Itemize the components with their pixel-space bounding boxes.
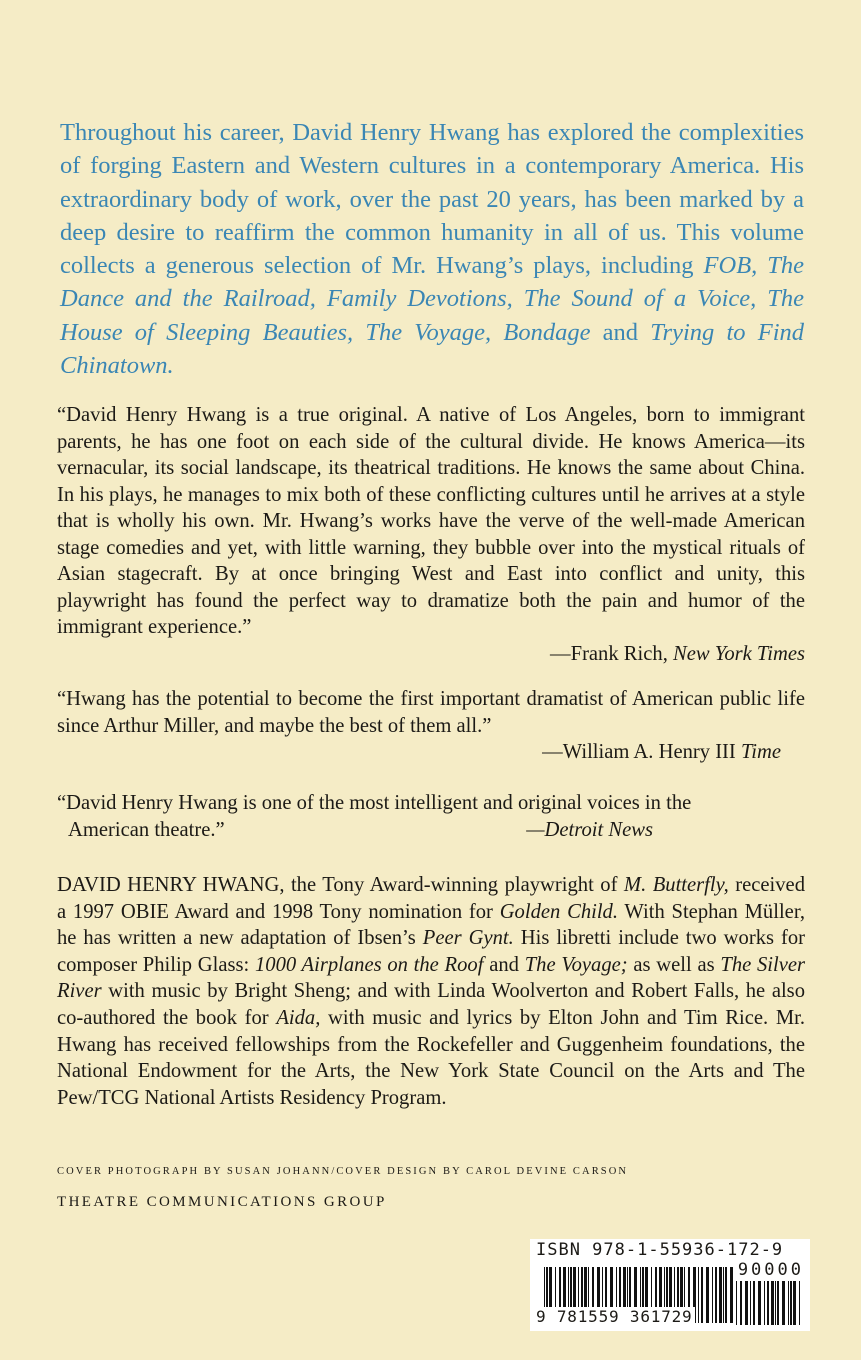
barcode-bar	[712, 1267, 713, 1323]
isbn-label: ISBN 978-1-55936-172-9	[536, 1240, 784, 1260]
quote-text: “Hwang has the potential to become the first important dramatist of American public life since Arthur Miller, and maybe the best of them all.”	[57, 688, 805, 737]
barcode-bar	[745, 1281, 748, 1325]
isbn-barcode	[530, 1239, 810, 1331]
quote-text: “David Henry Hwang is a true original. A native of Los Angeles, born to immigrant parents, he has one foot on each side of the cultural divide. He knows America—its vernacular, its social landscape, its theatrical traditions. He knows the same about China. In his plays, he manages to mix both of these conflicting cultures until he arrives at a style that is wholly his own. Mr. Hwang’s works have the verve of the well-made American stage comedies and yet, with little warning, they bubble over into the mystical rituals of Asian stagecraft. By at once bringing West and East into conflict and unity, this playwright has found the perfect way to dramatize both the pain and humor of the immigrant experience.”	[57, 404, 805, 638]
barcode-bar	[723, 1267, 724, 1323]
barcode-bar	[771, 1281, 774, 1325]
barcode-bar	[799, 1281, 800, 1325]
barcode-bar	[790, 1281, 792, 1325]
barcode-bar	[730, 1267, 733, 1323]
quote-frank-rich	[57, 402, 805, 667]
blurb-and: and	[590, 318, 651, 346]
barcode-bar	[750, 1281, 751, 1325]
barcode-bar	[715, 1267, 717, 1323]
barcode-bar	[793, 1281, 796, 1325]
quote-attribution: —Detroit News	[526, 818, 653, 841]
barcode-bar	[725, 1267, 727, 1323]
blurb-paragraph	[60, 116, 804, 382]
blurb-last-title: Trying to Find Chinatown.	[60, 318, 804, 380]
publisher-name: THEATRE COMMUNICATIONS GROUP	[57, 1194, 387, 1210]
blurb-lead: Throughout his career, David Henry Hwang has explored the complexities of forging Eastern and Western cultures in a contemporary America. His extraordinary body of work, over the past 20 years, has been marked by a deep desire to reaffirm the common humanity in all of us. This volume collects a generous selection of Mr. Hwang’s plays, including	[60, 119, 804, 280]
barcode-bar	[764, 1281, 765, 1325]
author-bio: DAVID HENRY HWANG, the Tony Award-winning playwright of M. Butterfly, received a 1997 OBIE Award and 1998 Tony nomination for Golden Child. With Stephan Müller, he has written a new adaptation of Ibsen’s Peer Gynt. His libretti include two works for composer Philip Glass: 1000 Airplanes on the Roof and The Voyage; as well as The Silver River with music by Bright Sheng; and with Linda Woolverton and Robert Falls, he also co-authored the book for Aida, with music and lyrics by Elton John and Tim Rice. Mr. Hwang has received fellowships from the Rockefeller and Guggenheim foundations, the National Endowment for the Arts, the New York State Council on the Arts and The Pew/TCG National Artists Residency Program.	[57, 874, 806, 1109]
blurb-play-titles: FOB, The Dance and the Railroad, Family Devotions, The Sound of a Voice, The House of Sleeping Beauties, The Voyage, Bondage	[60, 252, 804, 346]
quote-text-line-2: American theatre.” —Detroit News	[57, 817, 805, 844]
barcode-bar	[740, 1281, 742, 1325]
attribution-source: Time	[740, 741, 781, 763]
barcode-addon-bars	[736, 1281, 804, 1325]
barcode-bar	[758, 1281, 761, 1325]
quote-attribution: —Frank Rich, New York Times	[550, 642, 805, 665]
barcode-bar	[706, 1267, 709, 1323]
barcode-bar	[788, 1281, 789, 1325]
barcode-bar	[775, 1281, 776, 1325]
price-code: 90000	[737, 1260, 804, 1280]
barcode-bar	[777, 1281, 779, 1325]
cover-credit: COVER PHOTOGRAPH BY SUSAN JOHANN/COVER DESIGN BY CAROL DEVINE CARSON	[57, 1166, 629, 1177]
barcode-bar	[782, 1281, 785, 1325]
attribution-source: New York Times	[673, 642, 805, 665]
barcode-bar	[698, 1267, 699, 1323]
barcode-bar	[701, 1267, 703, 1323]
quote-text-line-1: “David Henry Hwang is one of the most intelligent and original voices in the	[57, 792, 692, 814]
barcode-bar	[736, 1281, 737, 1325]
quote-detroit-news	[57, 790, 805, 843]
barcode-bar	[719, 1267, 722, 1323]
barcode-digits: 9 781559 361729	[536, 1307, 693, 1326]
barcode-bar	[767, 1281, 769, 1325]
quote-attribution: —William A. Henry III Time	[542, 741, 781, 763]
barcode-bar	[753, 1281, 755, 1325]
quote-william-henry	[57, 686, 805, 766]
